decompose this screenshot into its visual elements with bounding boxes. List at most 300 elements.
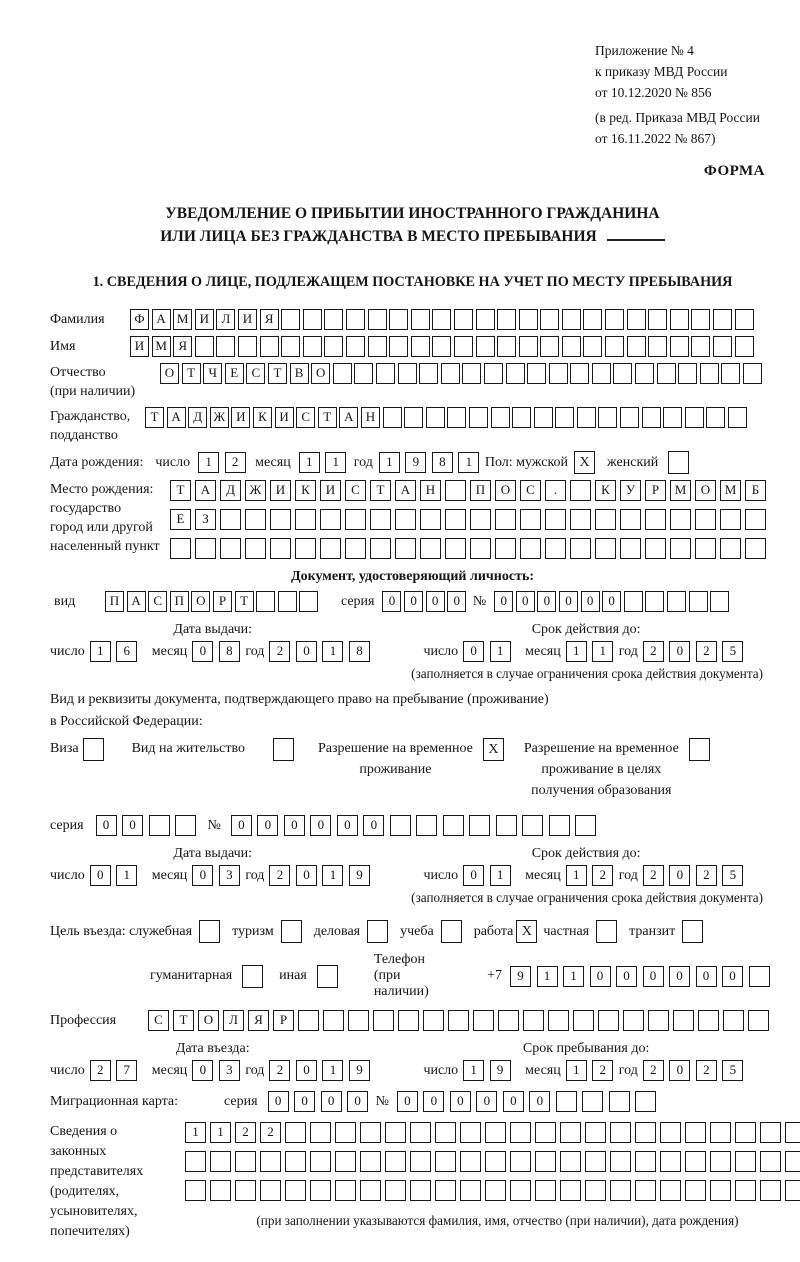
char-cell[interactable]: 0 [296,1060,317,1081]
char-cell[interactable]: Н [361,407,380,428]
char-cell[interactable] [462,363,481,384]
char-cell[interactable] [423,1010,444,1031]
char-cell[interactable]: 0 [296,641,317,662]
char-cell[interactable]: С [246,363,265,384]
char-cell[interactable] [710,1122,731,1143]
char-cell[interactable] [303,309,322,330]
char-cell[interactable]: 0 [669,641,690,662]
char-cell[interactable] [170,538,191,559]
char-cell[interactable] [260,1151,281,1172]
char-cell[interactable] [195,538,216,559]
char-cell[interactable] [185,1151,206,1172]
temp-permit-checkbox[interactable]: X [483,738,504,761]
char-cell[interactable] [495,509,516,530]
char-cell[interactable] [320,509,341,530]
char-cell[interactable] [389,336,408,357]
char-cell[interactable]: 2 [260,1122,281,1143]
char-cell[interactable] [345,538,366,559]
char-cell[interactable] [670,336,689,357]
char-cell[interactable]: Р [645,480,666,501]
char-cell[interactable] [570,363,589,384]
char-cell[interactable]: М [720,480,741,501]
char-cell[interactable] [454,309,473,330]
char-cell[interactable]: 0 [581,591,600,612]
char-cell[interactable] [476,336,495,357]
char-cell[interactable]: О [311,363,330,384]
char-cell[interactable] [411,336,430,357]
char-cell[interactable] [256,591,275,612]
purpose-ucheba-checkbox[interactable] [441,920,462,943]
char-cell[interactable] [448,1010,469,1031]
char-cell[interactable] [535,1151,556,1172]
char-cell[interactable] [395,538,416,559]
char-cell[interactable]: 1 [379,452,400,473]
char-cell[interactable]: 0 [529,1091,550,1112]
char-cell[interactable]: 8 [349,641,370,662]
char-cell[interactable]: Л [216,309,235,330]
char-cell[interactable] [469,815,490,836]
char-cell[interactable] [605,336,624,357]
char-cell[interactable]: Ч [203,363,222,384]
char-cell[interactable] [549,363,568,384]
char-cell[interactable] [545,509,566,530]
char-cell[interactable] [613,363,632,384]
char-cell[interactable] [743,363,762,384]
char-cell[interactable] [345,509,366,530]
char-cell[interactable] [760,1122,781,1143]
char-cell[interactable] [235,1180,256,1201]
char-cell[interactable] [660,1122,681,1143]
char-cell[interactable] [419,363,438,384]
char-cell[interactable] [735,1151,756,1172]
char-cell[interactable]: Ж [210,407,229,428]
char-cell[interactable]: 5 [722,1060,743,1081]
char-cell[interactable] [411,309,430,330]
char-cell[interactable] [395,509,416,530]
char-cell[interactable]: 0 [192,641,213,662]
char-cell[interactable]: 0 [284,815,305,836]
char-cell[interactable]: 0 [426,591,445,612]
char-cell[interactable] [285,1180,306,1201]
purpose-sluzhebnaya-checkbox[interactable] [199,920,220,943]
char-cell[interactable] [663,407,682,428]
char-cell[interactable]: 2 [90,1060,111,1081]
char-cell[interactable]: 1 [90,641,111,662]
char-cell[interactable] [583,309,602,330]
char-cell[interactable]: 0 [268,1091,289,1112]
char-cell[interactable]: Я [260,309,279,330]
char-cell[interactable] [410,1151,431,1172]
char-cell[interactable]: Я [173,336,192,357]
char-cell[interactable]: . [545,480,566,501]
char-cell[interactable]: 0 [363,815,384,836]
char-cell[interactable] [295,509,316,530]
char-cell[interactable] [520,509,541,530]
char-cell[interactable]: 0 [382,591,401,612]
char-cell[interactable]: С [148,1010,169,1031]
char-cell[interactable] [728,407,747,428]
char-cell[interactable] [573,1010,594,1031]
char-cell[interactable] [556,1091,577,1112]
residence-permit-checkbox[interactable] [273,738,294,761]
char-cell[interactable] [270,538,291,559]
char-cell[interactable] [496,815,517,836]
visa-checkbox[interactable] [83,738,104,761]
char-cell[interactable] [635,1091,656,1112]
char-cell[interactable] [624,591,643,612]
char-cell[interactable] [460,1151,481,1172]
char-cell[interactable] [220,509,241,530]
char-cell[interactable] [245,509,266,530]
char-cell[interactable]: З [195,509,216,530]
char-cell[interactable]: Т [268,363,287,384]
char-cell[interactable] [583,336,602,357]
char-cell[interactable]: 0 [463,865,484,886]
char-cell[interactable]: 2 [643,641,664,662]
char-cell[interactable] [691,309,710,330]
char-cell[interactable] [540,309,559,330]
char-cell[interactable]: 2 [269,865,290,886]
char-cell[interactable] [549,815,570,836]
char-cell[interactable]: 0 [669,966,690,987]
char-cell[interactable] [735,1122,756,1143]
char-cell[interactable]: У [620,480,641,501]
char-cell[interactable] [149,815,170,836]
char-cell[interactable] [285,1151,306,1172]
char-cell[interactable] [645,538,666,559]
char-cell[interactable] [320,538,341,559]
char-cell[interactable] [609,1091,630,1112]
char-cell[interactable] [506,363,525,384]
char-cell[interactable] [445,509,466,530]
char-cell[interactable] [441,363,460,384]
char-cell[interactable]: Ж [245,480,266,501]
char-cell[interactable] [560,1151,581,1172]
char-cell[interactable]: 1 [322,641,343,662]
char-cell[interactable]: 0 [257,815,278,836]
char-cell[interactable]: 8 [432,452,453,473]
char-cell[interactable] [648,309,667,330]
char-cell[interactable]: 1 [537,966,558,987]
char-cell[interactable] [432,309,451,330]
char-cell[interactable]: 0 [503,1091,524,1112]
char-cell[interactable]: 2 [225,452,246,473]
char-cell[interactable]: 0 [696,966,717,987]
char-cell[interactable] [620,407,639,428]
char-cell[interactable] [485,1151,506,1172]
char-cell[interactable]: 1 [322,865,343,886]
char-cell[interactable] [595,509,616,530]
char-cell[interactable]: 9 [405,452,426,473]
char-cell[interactable] [689,591,708,612]
char-cell[interactable]: 1 [185,1122,206,1143]
char-cell[interactable]: 0 [447,591,466,612]
char-cell[interactable] [491,407,510,428]
char-cell[interactable]: 0 [669,1060,690,1081]
char-cell[interactable] [410,1180,431,1201]
char-cell[interactable] [535,1180,556,1201]
char-cell[interactable] [562,336,581,357]
char-cell[interactable]: М [670,480,691,501]
char-cell[interactable]: Т [145,407,164,428]
char-cell[interactable]: 9 [349,1060,370,1081]
char-cell[interactable] [310,1180,331,1201]
char-cell[interactable]: 2 [235,1122,256,1143]
char-cell[interactable] [685,407,704,428]
char-cell[interactable]: 0 [347,1091,368,1112]
char-cell[interactable] [404,407,423,428]
char-cell[interactable] [575,815,596,836]
char-cell[interactable] [667,591,686,612]
sex-male-checkbox[interactable]: X [574,451,595,474]
char-cell[interactable]: О [695,480,716,501]
char-cell[interactable]: 0 [122,815,143,836]
char-cell[interactable]: А [152,309,171,330]
char-cell[interactable] [270,509,291,530]
char-cell[interactable] [295,538,316,559]
char-cell[interactable] [555,407,574,428]
char-cell[interactable]: 7 [116,1060,137,1081]
char-cell[interactable]: К [595,480,616,501]
purpose-gumanitarnaya-checkbox[interactable] [242,965,263,988]
char-cell[interactable] [673,1010,694,1031]
char-cell[interactable] [485,1122,506,1143]
char-cell[interactable]: 1 [463,1060,484,1081]
char-cell[interactable] [495,538,516,559]
char-cell[interactable]: 2 [592,865,613,886]
char-cell[interactable] [570,480,591,501]
char-cell[interactable]: 0 [476,1091,497,1112]
char-cell[interactable]: 2 [643,1060,664,1081]
char-cell[interactable] [635,363,654,384]
char-cell[interactable] [432,336,451,357]
char-cell[interactable] [527,363,546,384]
char-cell[interactable] [710,1180,731,1201]
char-cell[interactable] [373,1010,394,1031]
char-cell[interactable]: 0 [192,1060,213,1081]
char-cell[interactable]: А [167,407,186,428]
char-cell[interactable] [710,1151,731,1172]
char-cell[interactable]: 0 [397,1091,418,1112]
char-cell[interactable]: 1 [490,641,511,662]
char-cell[interactable]: Д [188,407,207,428]
char-cell[interactable] [410,1122,431,1143]
purpose-turizm-checkbox[interactable] [281,920,302,943]
char-cell[interactable] [523,1010,544,1031]
char-cell[interactable] [657,363,676,384]
char-cell[interactable] [216,336,235,357]
char-cell[interactable]: 0 [516,591,535,612]
char-cell[interactable] [598,1010,619,1031]
char-cell[interactable]: 2 [592,1060,613,1081]
char-cell[interactable] [519,309,538,330]
char-cell[interactable]: О [160,363,179,384]
char-cell[interactable] [620,538,641,559]
char-cell[interactable] [498,1010,519,1031]
char-cell[interactable] [389,309,408,330]
char-cell[interactable]: 1 [566,1060,587,1081]
char-cell[interactable] [454,336,473,357]
char-cell[interactable] [281,309,300,330]
char-cell[interactable]: 3 [219,865,240,886]
char-cell[interactable] [385,1180,406,1201]
char-cell[interactable] [685,1122,706,1143]
char-cell[interactable] [760,1180,781,1201]
char-cell[interactable] [535,1122,556,1143]
char-cell[interactable] [522,815,543,836]
char-cell[interactable]: 3 [219,1060,240,1081]
char-cell[interactable] [620,509,641,530]
char-cell[interactable] [745,538,766,559]
char-cell[interactable] [760,1151,781,1172]
char-cell[interactable] [695,509,716,530]
char-cell[interactable] [175,815,196,836]
char-cell[interactable]: 0 [337,815,358,836]
char-cell[interactable]: И [130,336,149,357]
char-cell[interactable] [512,407,531,428]
char-cell[interactable] [335,1122,356,1143]
char-cell[interactable] [370,538,391,559]
char-cell[interactable]: П [105,591,124,612]
char-cell[interactable]: С [148,591,167,612]
char-cell[interactable]: 1 [210,1122,231,1143]
char-cell[interactable] [670,538,691,559]
char-cell[interactable] [473,1010,494,1031]
char-cell[interactable]: К [253,407,272,428]
char-cell[interactable]: А [339,407,358,428]
purpose-tranzit-checkbox[interactable] [682,920,703,943]
char-cell[interactable] [720,538,741,559]
char-cell[interactable]: 9 [490,1060,511,1081]
char-cell[interactable]: Е [225,363,244,384]
char-cell[interactable] [435,1151,456,1172]
char-cell[interactable] [210,1180,231,1201]
char-cell[interactable]: А [395,480,416,501]
char-cell[interactable] [220,538,241,559]
char-cell[interactable]: Т [182,363,201,384]
char-cell[interactable]: 0 [602,591,621,612]
char-cell[interactable] [470,538,491,559]
char-cell[interactable] [510,1180,531,1201]
char-cell[interactable] [660,1151,681,1172]
char-cell[interactable] [605,309,624,330]
char-cell[interactable]: С [345,480,366,501]
char-cell[interactable] [785,1180,800,1201]
char-cell[interactable] [398,1010,419,1031]
char-cell[interactable] [460,1180,481,1201]
char-cell[interactable] [416,815,437,836]
char-cell[interactable]: 2 [269,1060,290,1081]
char-cell[interactable] [582,1091,603,1112]
char-cell[interactable] [723,1010,744,1031]
char-cell[interactable] [577,407,596,428]
char-cell[interactable]: 0 [423,1091,444,1112]
char-cell[interactable]: 5 [722,865,743,886]
char-cell[interactable] [585,1180,606,1201]
char-cell[interactable]: 9 [349,865,370,886]
char-cell[interactable]: 1 [325,452,346,473]
char-cell[interactable] [310,1122,331,1143]
char-cell[interactable] [210,1151,231,1172]
char-cell[interactable]: 2 [696,1060,717,1081]
char-cell[interactable]: 1 [299,452,320,473]
char-cell[interactable]: И [275,407,294,428]
char-cell[interactable]: Л [223,1010,244,1031]
char-cell[interactable]: 1 [458,452,479,473]
char-cell[interactable] [560,1180,581,1201]
char-cell[interactable]: 1 [198,452,219,473]
char-cell[interactable]: И [238,309,257,330]
char-cell[interactable] [510,1122,531,1143]
char-cell[interactable] [346,336,365,357]
char-cell[interactable]: Р [273,1010,294,1031]
char-cell[interactable] [285,1122,306,1143]
char-cell[interactable] [785,1122,800,1143]
char-cell[interactable]: 0 [722,966,743,987]
char-cell[interactable] [383,407,402,428]
char-cell[interactable] [685,1180,706,1201]
char-cell[interactable] [691,336,710,357]
char-cell[interactable] [426,407,445,428]
char-cell[interactable]: С [296,407,315,428]
char-cell[interactable]: Н [420,480,441,501]
char-cell[interactable] [670,309,689,330]
purpose-rabota-checkbox[interactable]: X [516,920,537,943]
char-cell[interactable] [648,336,667,357]
char-cell[interactable]: 6 [116,641,137,662]
char-cell[interactable] [443,815,464,836]
char-cell[interactable]: Д [220,480,241,501]
char-cell[interactable]: В [290,363,309,384]
char-cell[interactable] [370,509,391,530]
char-cell[interactable] [298,1010,319,1031]
char-cell[interactable] [278,591,297,612]
char-cell[interactable]: 1 [566,641,587,662]
char-cell[interactable]: 0 [192,865,213,886]
char-cell[interactable] [610,1151,631,1172]
char-cell[interactable]: 1 [490,865,511,886]
char-cell[interactable] [360,1151,381,1172]
char-cell[interactable] [595,538,616,559]
char-cell[interactable] [645,509,666,530]
char-cell[interactable]: Я [248,1010,269,1031]
char-cell[interactable] [635,1122,656,1143]
char-cell[interactable] [598,407,617,428]
char-cell[interactable] [460,1122,481,1143]
char-cell[interactable] [585,1122,606,1143]
char-cell[interactable]: 0 [643,966,664,987]
char-cell[interactable] [635,1180,656,1201]
char-cell[interactable]: 0 [231,815,252,836]
char-cell[interactable]: 0 [296,865,317,886]
char-cell[interactable]: 2 [696,641,717,662]
char-cell[interactable]: 2 [643,865,664,886]
char-cell[interactable] [390,815,411,836]
char-cell[interactable]: Ф [130,309,149,330]
char-cell[interactable] [445,480,466,501]
char-cell[interactable]: 0 [450,1091,471,1112]
char-cell[interactable] [645,591,664,612]
char-cell[interactable] [519,336,538,357]
char-cell[interactable] [469,407,488,428]
char-cell[interactable] [560,1122,581,1143]
char-cell[interactable] [534,407,553,428]
char-cell[interactable] [785,1151,800,1172]
char-cell[interactable]: О [495,480,516,501]
char-cell[interactable] [678,363,697,384]
char-cell[interactable]: М [152,336,171,357]
char-cell[interactable]: А [195,480,216,501]
